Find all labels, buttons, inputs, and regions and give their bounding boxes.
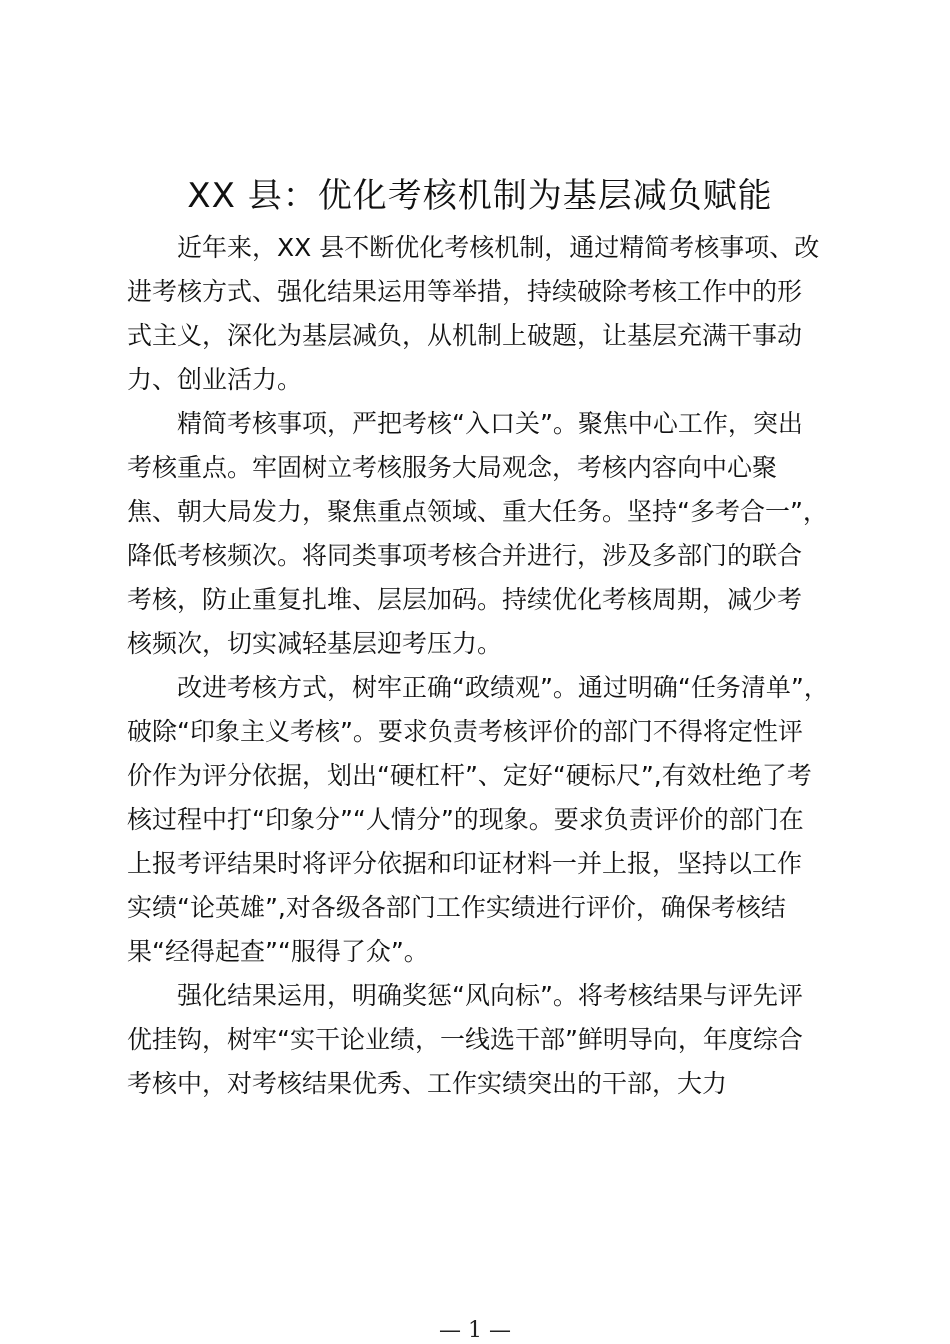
paragraph-3: [127, 666, 827, 974]
text-line: 果“经得起查”“服得了众”。: [127, 937, 429, 966]
text-line: 核频次，切实减轻基层迎考压力。: [127, 629, 503, 658]
text-line: 焦、朝大局发力，聚焦重点领域、重大任务。坚持“多考合一”，: [127, 497, 828, 526]
text-line: 降低考核频次。将同类事项考核合并进行，涉及多部门的联合: [127, 541, 803, 570]
text-line: 精简考核事项，严把考核“入口关”。聚焦中心工作，突出: [177, 409, 803, 438]
text-line: 进考核方式、强化结果运用等举措，持续破除考核工作中的形: [127, 277, 803, 306]
document-title: XX 县：优化考核机制为基层减负赋能: [187, 176, 773, 216]
text-line: 考核中，对考核结果优秀、工作实绩突出的干部，大力: [127, 1069, 728, 1098]
text-line: 式主义，深化为基层减负，从机制上破题，让基层充满干事动: [127, 321, 803, 350]
text-line: 核过程中打“印象分”“人情分”的现象。要求负责评价的部门在: [127, 805, 804, 834]
text-line: 考核重点。牢固树立考核服务大局观念，考核内容向中心聚: [127, 453, 778, 482]
text-line: 实绩“论英雄”,对各级各部门工作实绩进行评价，确保考核结: [127, 893, 786, 922]
paragraph-2: [127, 402, 827, 666]
text-line: 力、创业活力。: [127, 365, 303, 394]
text-line: 上报考评结果时将评分依据和印证材料一并上报，坚持以工作: [127, 849, 803, 878]
paragraph-1: [127, 226, 827, 402]
text-line: 破除“印象主义考核”。要求负责考核评价的部门不得将定性评: [127, 717, 803, 746]
paragraph-4: [127, 974, 827, 1106]
page-number: — 1 —: [439, 1318, 511, 1343]
text-line: 强化结果运用，明确奖惩“风向标”。将考核结果与评先评: [177, 981, 803, 1010]
text-line: 考核，防止重复扎堆、层层加码。持续优化考核周期，减少考: [127, 585, 803, 614]
text-line: 优挂钩，树牢“实干论业绩，一线选干部”鲜明导向，年度综合: [127, 1025, 803, 1054]
document-body: [127, 226, 827, 1106]
text-line: 改进考核方式，树牢正确“政绩观”。通过明确“任务清单”，: [177, 673, 829, 702]
text-line: 价作为评分依据，划出“硬杠杆”、定好“硬标尺”,有效杜绝了考: [127, 761, 812, 790]
text-line: 近年来，XX 县不断优化考核机制，通过精简考核事项、改: [177, 233, 820, 262]
